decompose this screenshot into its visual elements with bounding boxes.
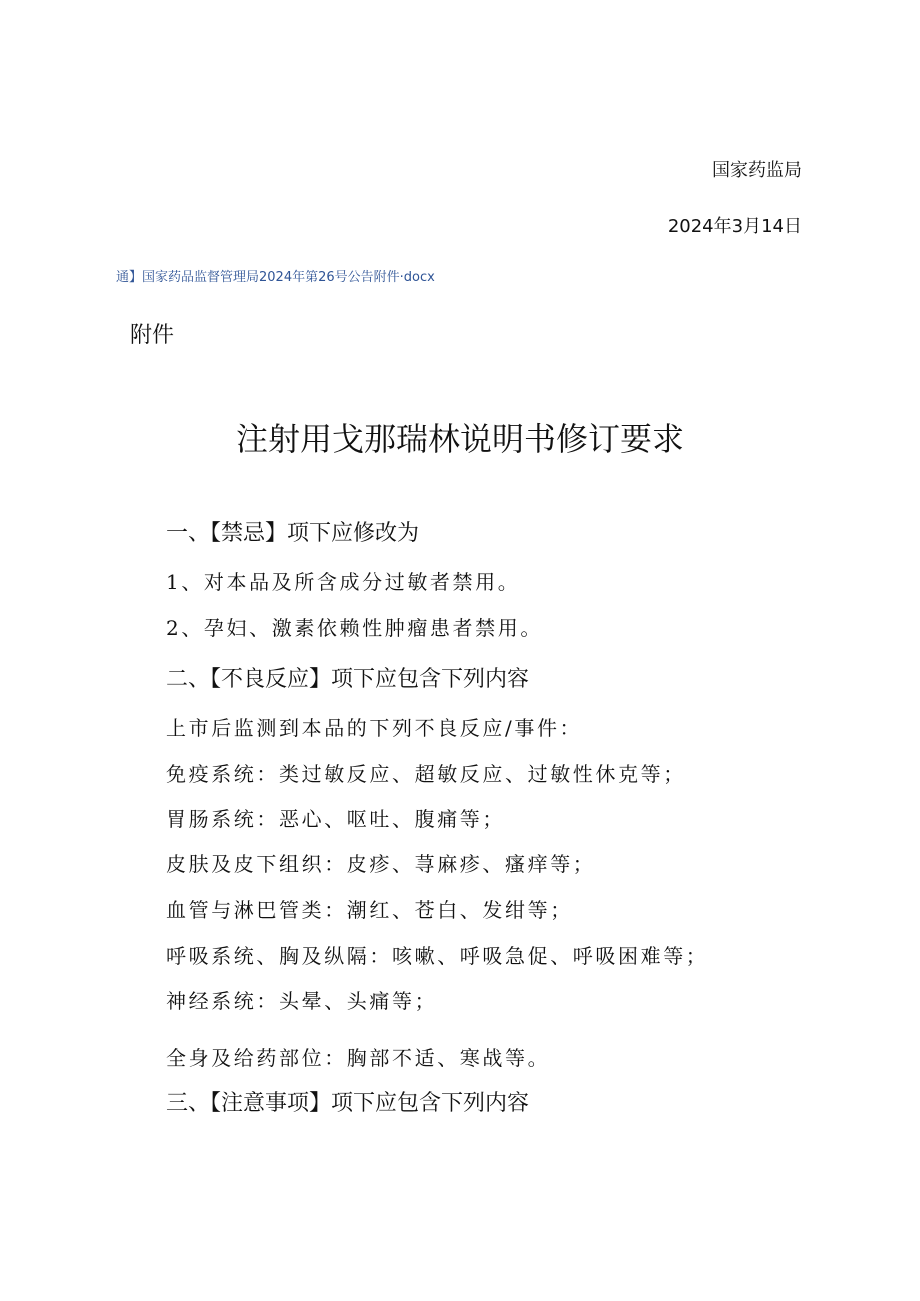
adverse-reaction-respiratory: 呼吸系统、胸及纵隔：咳嗽、呼吸急促、呼吸困难等； — [166, 944, 709, 968]
issue-date: 2024年3月14日 — [667, 216, 802, 237]
contraindication-item-2: 2、孕妇、激素依赖性肿瘤患者禁用。 — [166, 616, 543, 640]
attachment-file-link[interactable]: 通】国家药品监督管理局2024年第26号公告附件·docx — [116, 270, 435, 285]
document-title: 注射用戈那瑞林说明书修订要求 — [235, 420, 684, 458]
section-heading-contraindications: 一、【禁忌】项下应修改为 — [166, 521, 420, 546]
adverse-reaction-gastrointestinal: 胃肠系统：恶心、呕吐、腹痛等； — [166, 807, 505, 831]
adverse-reaction-intro: 上市后监测到本品的下列不良反应/事件： — [166, 716, 583, 740]
adverse-reaction-skin: 皮肤及皮下组织：皮疹、荨麻疹、瘙痒等； — [166, 852, 596, 876]
contraindication-item-1: 1、对本品及所含成分过敏者禁用。 — [166, 570, 521, 594]
issuer-name: 国家药监局 — [712, 160, 802, 181]
adverse-reaction-general: 全身及给药部位：胸部不适、寒战等。 — [166, 1046, 551, 1070]
adverse-reaction-vascular: 血管与淋巴管类：潮红、苍白、发绀等； — [166, 898, 573, 922]
attachment-label: 附件 — [130, 323, 175, 348]
section-heading-precautions: 三、【注意事项】项下应包含下列内容 — [166, 1091, 530, 1116]
section-heading-adverse-reactions: 二、【不良反应】项下应包含下列内容 — [166, 667, 530, 692]
adverse-reaction-immune: 免疫系统：类过敏反应、超敏反应、过敏性休克等； — [166, 762, 686, 786]
adverse-reaction-nervous: 神经系统：头晕、头痛等； — [166, 989, 438, 1013]
